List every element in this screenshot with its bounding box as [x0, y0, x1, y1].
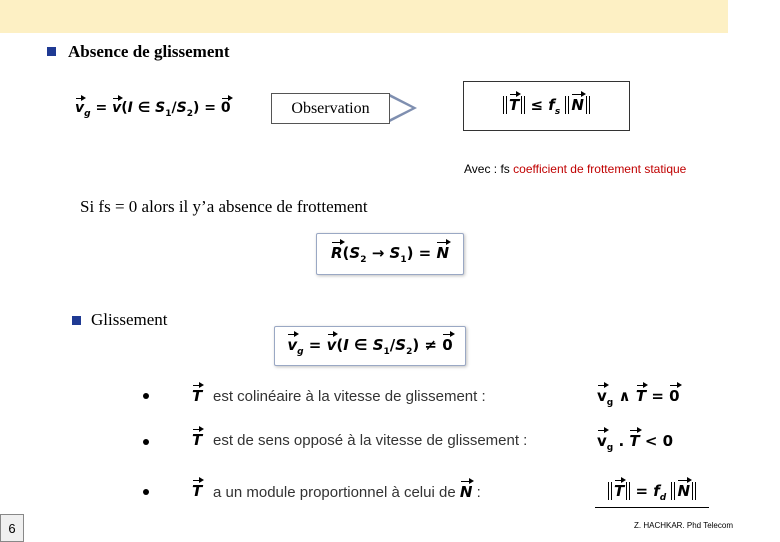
bullet-text-colinear: est colinéaire à la vitesse de glissement : [213, 388, 486, 405]
author-credit: Z. HACHKAR. Phd Telecom [634, 521, 733, 530]
formula-static-friction: $T \le f_s$ N [503, 96, 590, 117]
bullet-dot-icon [143, 489, 149, 495]
bullet-square-icon [47, 47, 56, 56]
avec-line [464, 162, 686, 176]
bullet-text-proportional: a un module proportionnel à celui de [213, 484, 456, 501]
vector-T-symbol: T [192, 482, 203, 500]
formula-cross-product: $v_g$ ∧ T = 0 [597, 387, 680, 408]
avec-prefix: Avec : fs [464, 162, 510, 176]
top-banner [0, 0, 728, 33]
observation-box [271, 93, 390, 124]
formula-dot-product: $v_g$ . T < 0 [597, 432, 674, 453]
bullet-dot-icon [143, 439, 149, 445]
formula-vg-nonzero-box [274, 326, 466, 366]
formula-vg-null: $v_g = v(I$ ∈ $S_1/S_2) = 0$ [75, 100, 231, 119]
no-friction-statement: Si fs = 0 alors il y’a absence de frottement [80, 197, 368, 216]
observation-arrow-inner [388, 96, 412, 120]
formula-dynamic-friction: $T = f_d$ N [608, 482, 696, 503]
slide-number: 6 [0, 514, 24, 542]
formula-reaction-box [316, 233, 464, 275]
observation-label: Observation [291, 99, 370, 117]
vector-N-symbol: N [459, 483, 473, 501]
bullet-dot-icon [143, 393, 149, 399]
formula-dynamic-friction-box [595, 477, 709, 508]
bullet-text-module: a un module proportionnel à celui de N : [213, 483, 481, 501]
formula-reaction: $R(S_2 \to S_1) = N$ [330, 243, 450, 265]
avec-description: coefficient de frottement statique [513, 162, 687, 176]
formula-static-friction-box [463, 81, 630, 131]
bullet-square-icon [72, 316, 81, 325]
bullet-text-opposite: est de sens opposé à la vitesse de glissement : [213, 432, 528, 449]
section-heading-absence: Absence de glissement [68, 42, 230, 61]
vector-T-symbol: T [192, 431, 203, 449]
formula-vg-nonzero: $v_g = v(I$ ∈ $S_1/S_2) \ne 0$ [287, 335, 453, 357]
section-heading-glissement: Glissement [91, 310, 168, 329]
vector-T-symbol: T [192, 387, 203, 405]
